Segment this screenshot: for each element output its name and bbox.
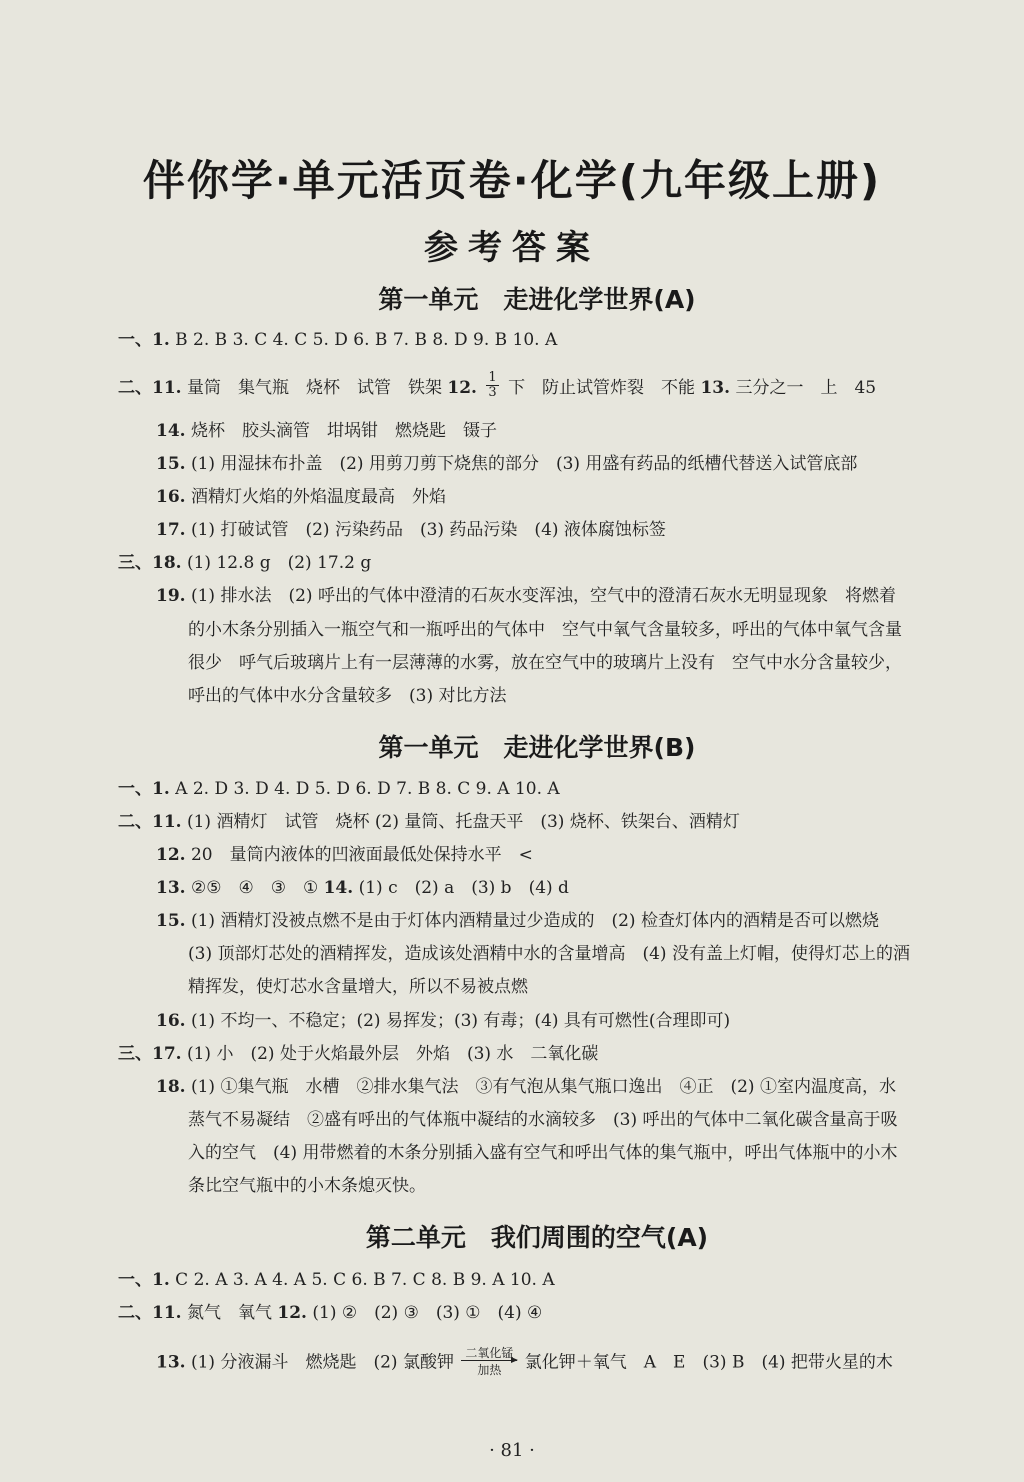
item-number: 12. bbox=[277, 1303, 307, 1323]
answer-text: 下 防止试管炸裂 不能 bbox=[508, 378, 696, 398]
answer-text: (1) ② (2) ③ (3) ① (4) ④ bbox=[312, 1303, 543, 1323]
answer-line bbox=[156, 520, 666, 540]
item-number: 13. bbox=[700, 378, 731, 398]
answer-text: (1) 酒精灯 试管 烧杯 (2) 量筒、托盘天平 (3) 烧杯、铁架台、酒精灯 bbox=[186, 812, 740, 832]
reaction-arrow bbox=[461, 1347, 517, 1377]
fraction-numerator: 1 bbox=[488, 370, 497, 385]
item-number: 二、11. bbox=[118, 378, 182, 398]
fraction-denominator: 3 bbox=[488, 385, 497, 400]
answer-text: ②⑤ ④ ③ ① bbox=[190, 878, 319, 898]
answer-line-cont: 条比空气瓶中的小木条熄灭快。 bbox=[188, 1176, 426, 1196]
answer-line bbox=[156, 421, 497, 441]
answer-text: (1) c (2) a (3) b (4) d bbox=[358, 878, 569, 898]
answer-line bbox=[118, 370, 877, 403]
answer-line bbox=[156, 454, 857, 474]
section-heading-1a: 第一单元 走进化学世界(A) bbox=[378, 285, 696, 314]
answer-text: 20 量筒内液体的凹液面最低处保持水平 < bbox=[190, 845, 533, 865]
answer-text: (1) 12.8 g (2) 17.2 g bbox=[186, 553, 372, 573]
page-number: · 81 · bbox=[489, 1440, 535, 1461]
item-number: 14. bbox=[156, 421, 186, 441]
answer-text: 酒精灯火焰的外焰温度最高 外焰 bbox=[190, 487, 446, 507]
item-number: 18. bbox=[156, 1077, 186, 1097]
answer-line bbox=[118, 1270, 555, 1290]
arrow-icon bbox=[461, 1360, 517, 1361]
item-number: 13. bbox=[156, 878, 186, 898]
item-number: 19. bbox=[156, 586, 186, 606]
answer-line-cont: 精挥发，使灯芯水含量增大，所以不易被点燃 bbox=[188, 977, 528, 997]
section-heading-2a: 第二单元 我们周围的空气(A) bbox=[365, 1223, 709, 1252]
answer-text: (1) 不均一、不稳定；(2) 易挥发；(3) 有毒；(4) 具有可燃性(合理即可) bbox=[190, 1011, 731, 1031]
answer-line bbox=[118, 553, 371, 573]
answer-line bbox=[156, 878, 569, 898]
answer-line bbox=[118, 779, 560, 799]
answer-line bbox=[156, 1348, 893, 1378]
answer-line bbox=[118, 1044, 598, 1064]
answer-text: (1) 用湿抹布扑盖 (2) 用剪刀剪下烧焦的部分 (3) 用盛有药品的纸槽代替送入试管底部 bbox=[190, 454, 858, 474]
answer-text: 氯化钾＋氧气 A E (3) B (4) 把带火星的木 bbox=[524, 1352, 893, 1373]
answer-text: 量筒 集气瓶 烧杯 试管 铁架 bbox=[186, 378, 442, 398]
answer-text: (1) 小 (2) 处于火焰最外层 外焰 (3) 水 二氧化碳 bbox=[186, 1044, 599, 1064]
answer-text: A 2. D 3. D 4. D 5. D 6. D 7. B 8. C 9. A 10. A bbox=[175, 779, 560, 799]
answer-text: B 2. B 3. C 4. C 5. D 6. B 7. B 8. D 9. B 10. A bbox=[175, 330, 558, 350]
answer-text: 氮气 氧气 bbox=[186, 1303, 272, 1323]
item-number: 13. bbox=[156, 1352, 186, 1373]
answer-line-cont: 入的空气 (4) 用带燃着的木条分别插入盛有空气和呼出气体的集气瓶中，呼出气体瓶中的小木 bbox=[188, 1143, 898, 1163]
item-number: 二、11. bbox=[118, 1303, 182, 1323]
answer-text: 三分之一 上 45 bbox=[735, 378, 877, 398]
fraction bbox=[486, 371, 498, 400]
reaction-condition-top: 二氧化锰 bbox=[465, 1346, 514, 1360]
item-number: 一、1. bbox=[118, 330, 170, 350]
answer-line-cont: 的小木条分别插入一瓶空气和一瓶呼出的气体中 空气中氧气含量较多，呼出的气体中氧气含量 bbox=[188, 620, 902, 640]
answer-text: (1) 打破试管 (2) 污染药品 (3) 药品污染 (4) 液体腐蚀标签 bbox=[190, 520, 666, 540]
answer-text: (1) 排水法 (2) 呼出的气体中澄清的石灰水变浑浊，空气中的澄清石灰水无明显现象 将燃着 bbox=[190, 586, 896, 606]
answer-text: (1) 分液漏斗 燃烧匙 (2) 氯酸钾 bbox=[190, 1352, 454, 1373]
book-title: 伴你学·单元活页卷·化学(九年级上册) bbox=[142, 156, 882, 205]
answer-text: (1) 酒精灯没被点燃不是由于灯体内酒精量过少造成的 (2) 检查灯体内的酒精是否可以燃烧 bbox=[190, 911, 879, 931]
answer-line bbox=[118, 1303, 542, 1323]
answer-line bbox=[118, 330, 557, 350]
section-heading-1b: 第一单元 走进化学世界(B) bbox=[378, 733, 696, 762]
reaction-condition-bottom: 加热 bbox=[477, 1363, 502, 1377]
answer-text: (1) ①集气瓶 水槽 ②排水集气法 ③有气泡从集气瓶口逸出 ④正 (2) ①室内温度高，水 bbox=[190, 1077, 896, 1097]
answer-line-cont: 蒸气不易凝结 ②盛有呼出的气体瓶中凝结的水滴较多 (3) 呼出的气体中二氧化碳含量高于吸 bbox=[188, 1110, 898, 1130]
item-number: 一、1. bbox=[118, 1270, 170, 1290]
item-number: 12. bbox=[156, 845, 186, 865]
item-number: 15. bbox=[156, 454, 186, 474]
answer-line bbox=[156, 911, 879, 931]
answer-key-title: 参考答案 bbox=[424, 228, 600, 268]
item-number: 14. bbox=[323, 878, 354, 898]
answer-text: C 2. A 3. A 4. A 5. C 6. B 7. C 8. B 9. A 10. A bbox=[175, 1270, 555, 1290]
answer-line bbox=[156, 845, 533, 865]
answer-line bbox=[156, 586, 896, 606]
answer-line bbox=[156, 1011, 730, 1031]
answer-line bbox=[156, 1077, 896, 1097]
item-number: 15. bbox=[156, 911, 186, 931]
item-number: 三、17. bbox=[118, 1044, 182, 1064]
answer-line-cont: (3) 顶部灯芯处的酒精挥发，造成该处酒精中水的含量增高 (4) 没有盖上灯帽，使得灯芯上的酒 bbox=[188, 944, 910, 964]
item-number: 三、18. bbox=[118, 553, 182, 573]
item-number: 16. bbox=[156, 487, 186, 507]
item-number: 12. bbox=[447, 378, 477, 398]
answer-line-cont: 很少 呼气后玻璃片上有一层薄薄的水雾，放在空气中的玻璃片上没有 空气中水分含量较少， bbox=[188, 653, 902, 673]
item-number: 一、1. bbox=[118, 779, 170, 799]
answer-line bbox=[156, 487, 446, 507]
item-number: 二、11. bbox=[118, 812, 182, 832]
answer-line bbox=[118, 812, 740, 832]
answer-text: 烧杯 胶头滴管 坩埚钳 燃烧匙 镊子 bbox=[190, 421, 497, 441]
item-number: 17. bbox=[156, 520, 186, 540]
item-number: 16. bbox=[156, 1011, 186, 1031]
answer-line-cont: 呼出的气体中水分含量较多 (3) 对比方法 bbox=[188, 686, 507, 706]
